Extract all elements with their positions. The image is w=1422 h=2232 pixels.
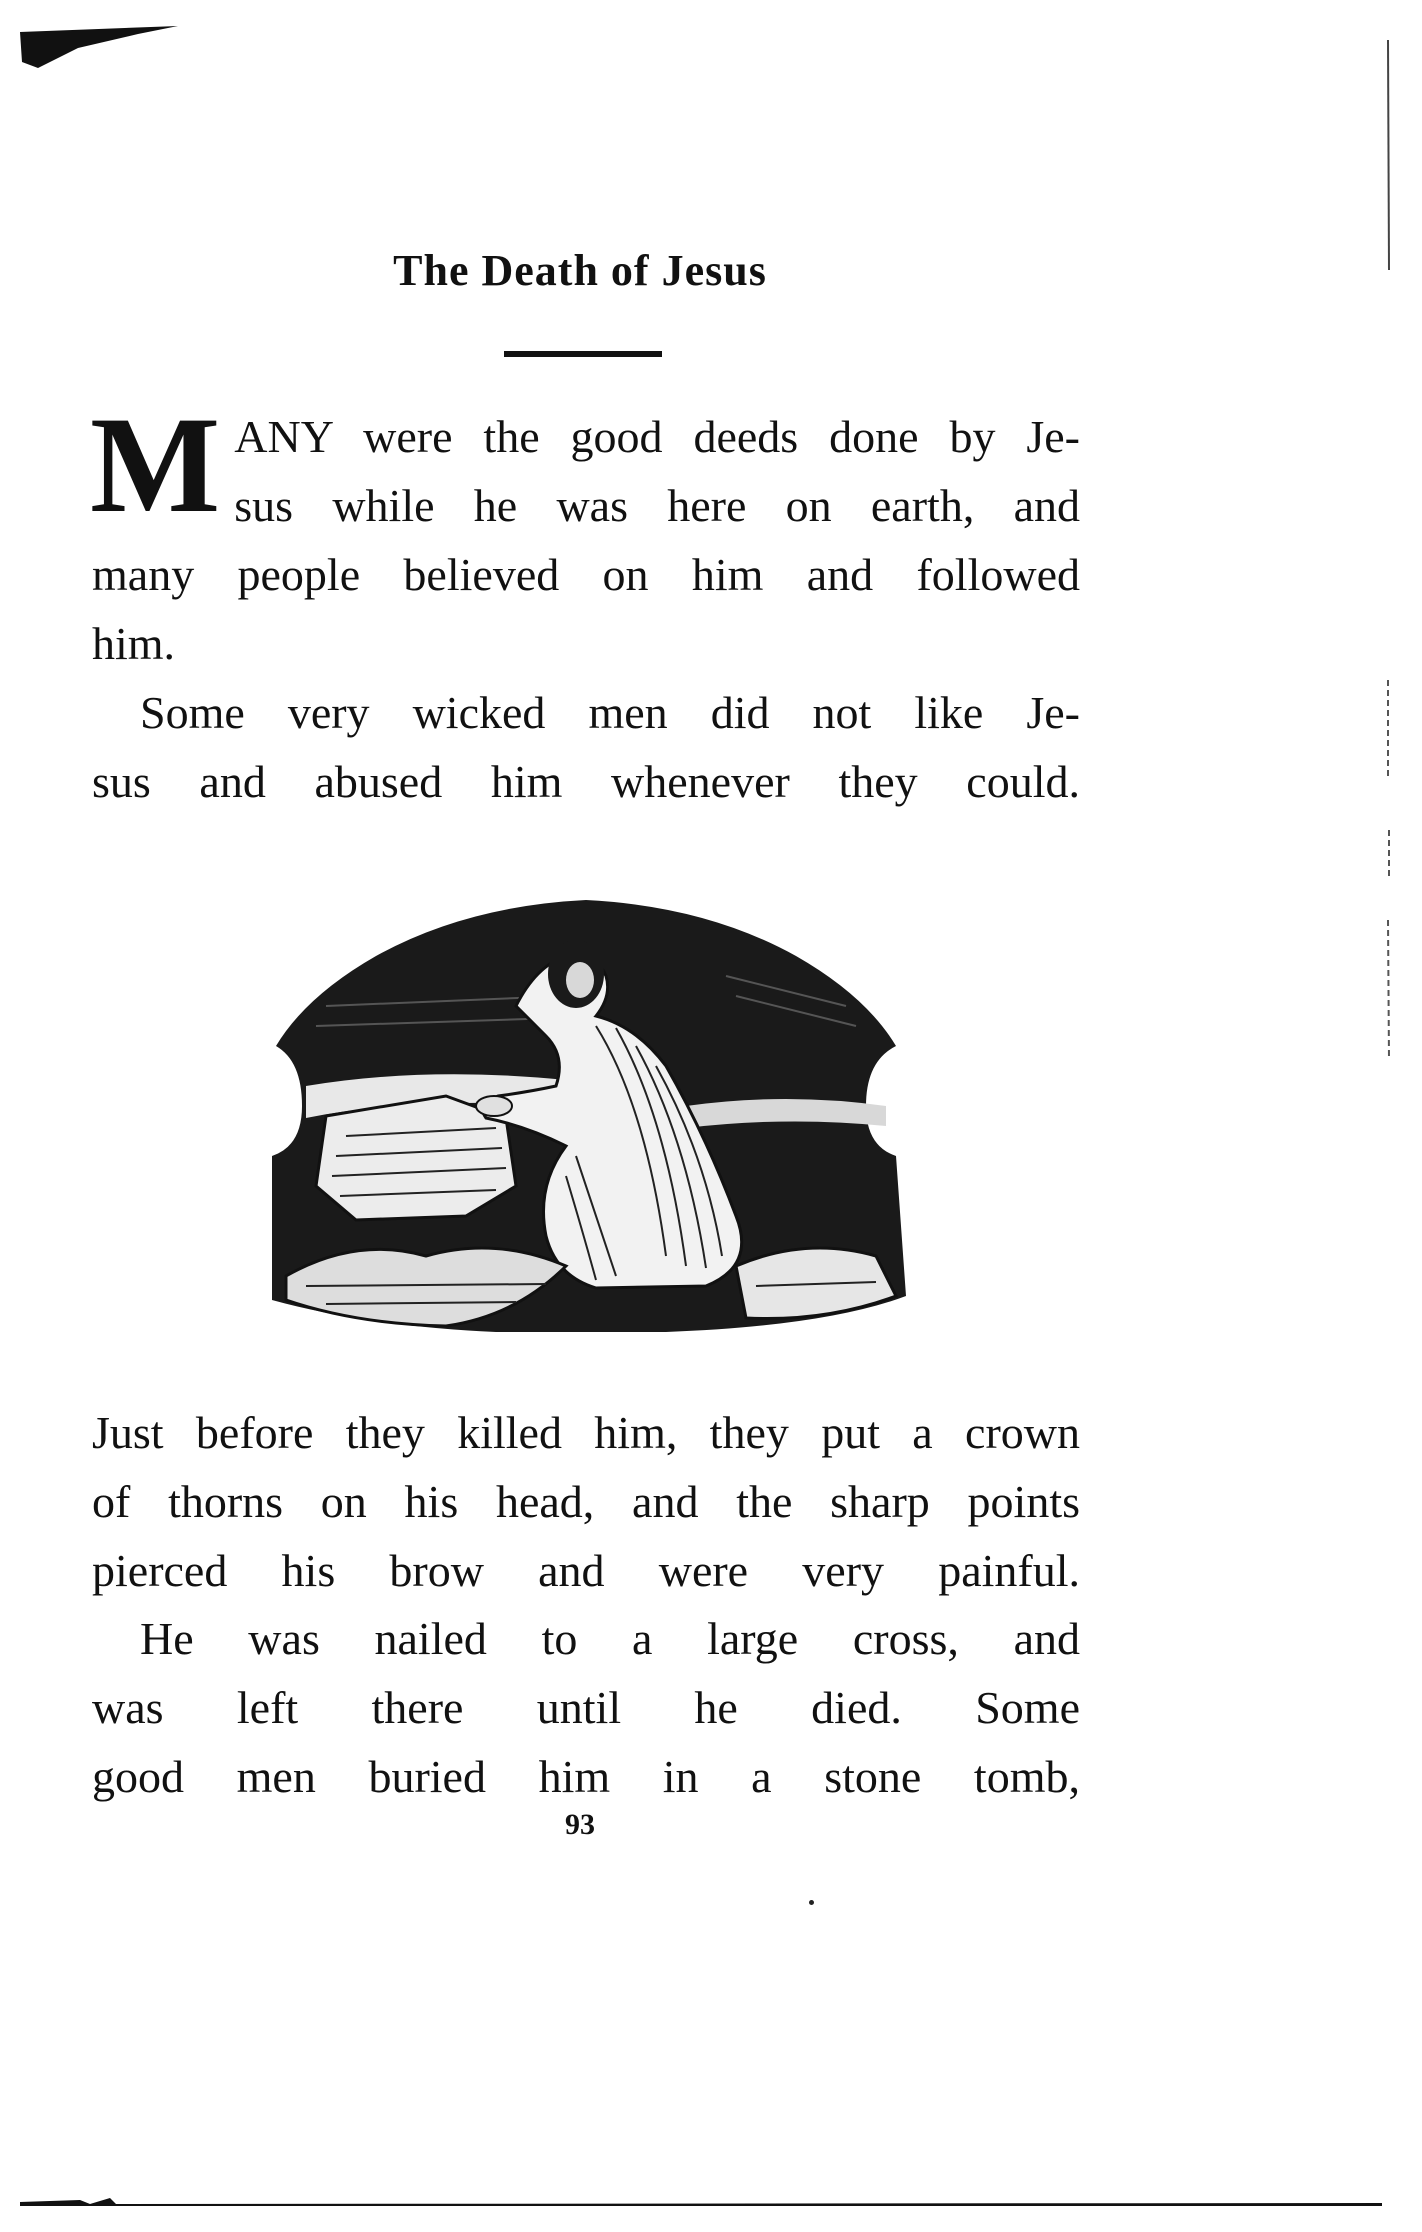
text-line: Some very wicked men did not like Je- [140,687,1080,738]
text-line: pierced his brow and were very painful. [92,1545,1080,1596]
engraving-illustration [266,856,906,1346]
page-number: 93 [565,1808,595,1841]
scan-edge-mark [1386,40,1392,270]
scan-edge-mark-lower [1386,680,1392,1060]
page-title: The Death of Jesus [393,246,767,295]
scan-speck [809,1900,814,1905]
title-divider [504,351,662,357]
text-line: He was nailed to a large cross, and [140,1613,1080,1664]
drop-cap: M [90,388,221,541]
paragraph-2 [92,678,1080,816]
paragraph-4 [92,1604,1080,1811]
text-line: good men buried him in a stone tomb, [92,1751,1080,1802]
text-line: of thorns on his head, and the sharp points [92,1476,1080,1527]
scan-bottom-edge [20,2196,1382,2206]
text-line: Just before they killed him, they put a crown [92,1407,1080,1458]
text-line: ANY were the good deeds done by Je- [234,411,1080,462]
text-line: many people believed on him and followed [92,549,1080,600]
scan-mark-top-left [18,22,178,72]
text-line: was left there until he died. Some [92,1682,1080,1733]
text-line: sus and abused him whenever they could. [92,756,1080,807]
paragraph-3 [92,1398,1080,1605]
text-line: him. [92,618,176,669]
paragraph-1 [90,388,1080,678]
text-line: sus while he was here on earth, and [234,480,1080,531]
